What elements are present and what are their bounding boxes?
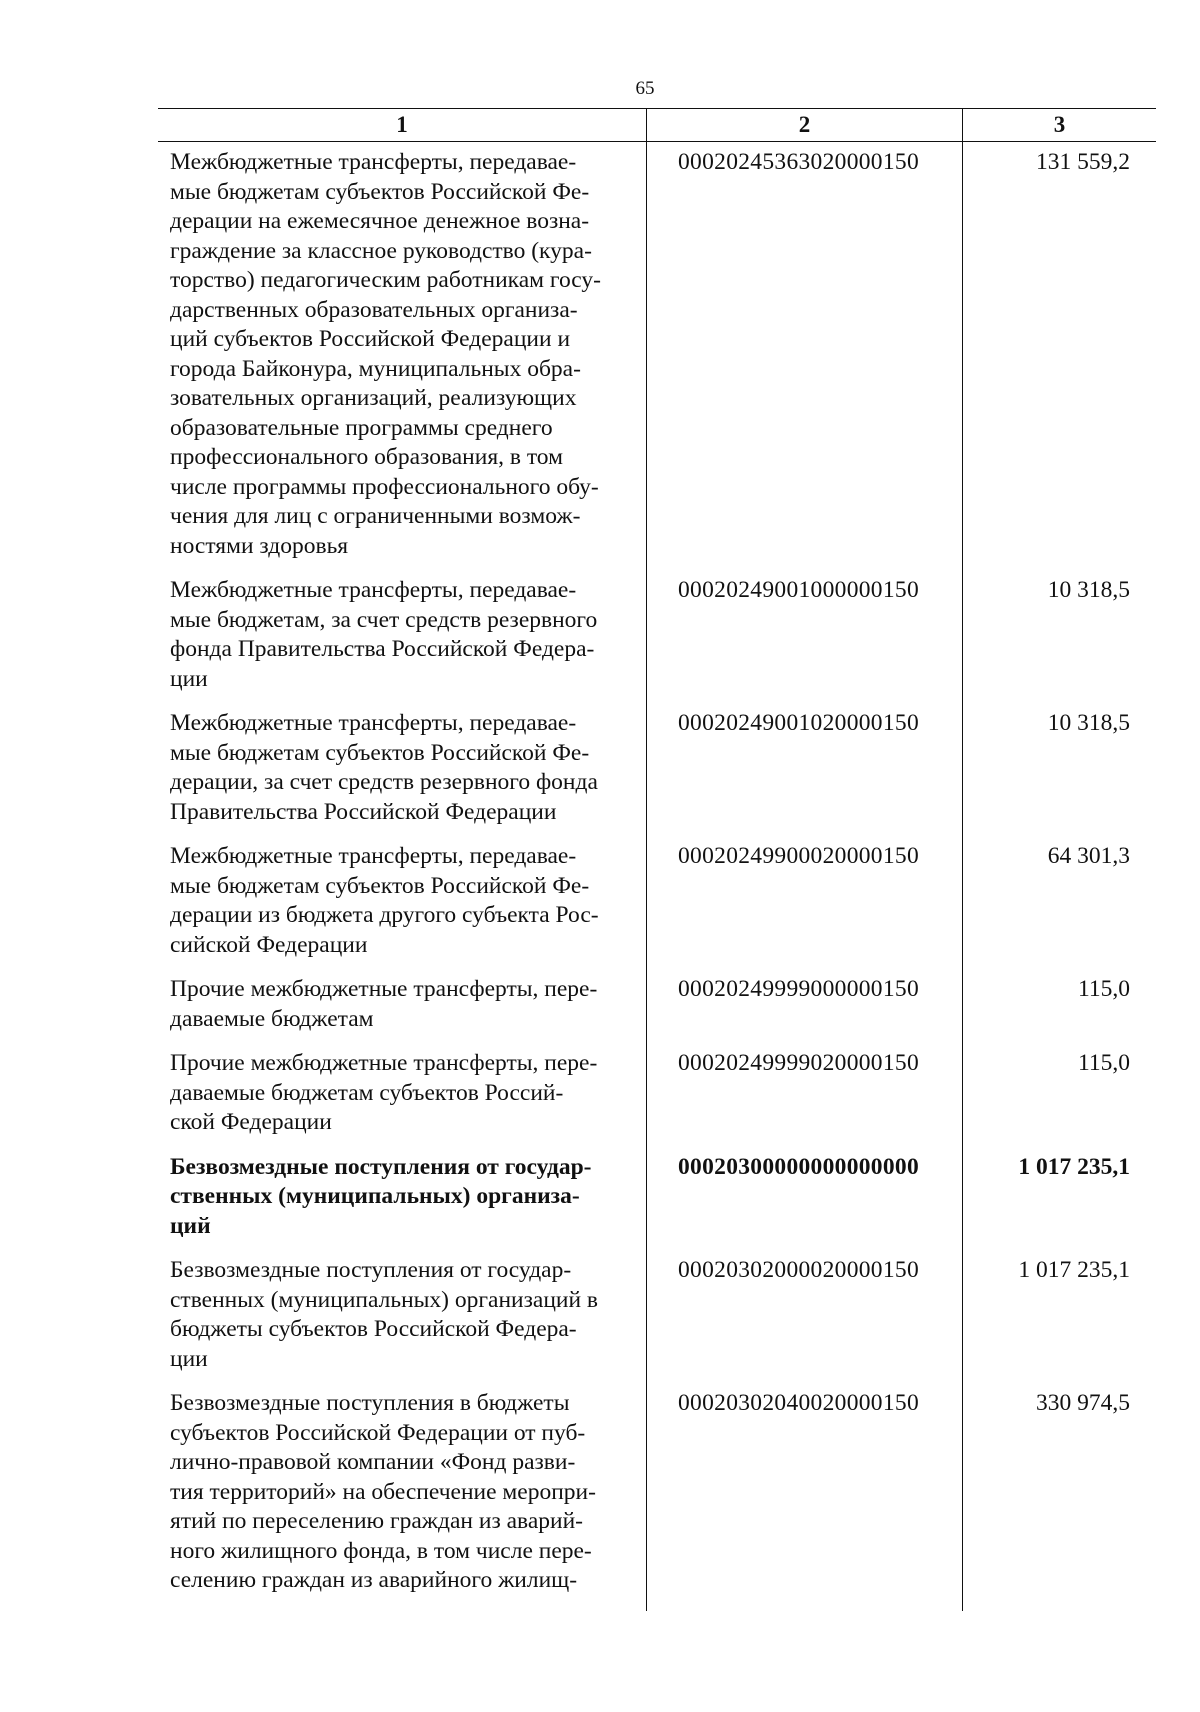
- description-line: даваемые бюджетам субъектов Россий-: [170, 1079, 564, 1106]
- row-description: [158, 576, 647, 709]
- description-line: субъектов Российской Федерации от пуб-: [170, 1419, 586, 1446]
- column-header-1: 1: [158, 109, 647, 142]
- description-line: ций субъектов Российской Федерации и: [170, 326, 571, 352]
- row-code: 00020249001000000150: [647, 576, 963, 709]
- row-amount: 10 318,5: [1047, 577, 1130, 603]
- description-line: селению граждан из аварийного жилищ-: [170, 1567, 578, 1593]
- description-line: сийской Федерации: [170, 931, 368, 958]
- row-description: [158, 1049, 647, 1153]
- description-line: Межбюджетные трансферты, передавае-: [170, 149, 577, 175]
- description-line: числе программы профессионального обу-: [170, 473, 599, 500]
- table-body: [158, 142, 1156, 1611]
- row-code: 00020249001020000150: [647, 709, 963, 842]
- row-amount: 330 974,5: [1036, 1390, 1130, 1416]
- row-amount: 1 017 235,1: [1018, 1153, 1130, 1180]
- row-code: 00020249999020000150: [647, 1049, 963, 1153]
- table-header-row: [158, 109, 1156, 142]
- row-description: [158, 975, 647, 1049]
- table-row: [158, 709, 1156, 842]
- table-row: [158, 1153, 1156, 1257]
- row-code: 00020245363020000150: [647, 142, 963, 577]
- description-line: чения для лиц с ограниченными возмож-: [170, 503, 581, 529]
- description-line: мые бюджетам, за счет средств резервного: [170, 606, 598, 633]
- row-description: [158, 1153, 647, 1257]
- column-header-3: 3: [963, 109, 1157, 142]
- description-line: торство) педагогическим работникам госу-: [170, 267, 601, 293]
- description-line: образовательные программы среднего: [170, 414, 553, 441]
- description-line: дарственных образовательных организа-: [170, 296, 578, 323]
- description-line: мые бюджетам субъектов Российской Фе-: [170, 872, 590, 899]
- description-line: Межбюджетные трансферты, передавае-: [170, 710, 577, 736]
- description-line: граждение за классное руководство (кура-: [170, 237, 592, 264]
- row-description: [158, 1256, 647, 1389]
- budget-table: [158, 108, 1156, 1611]
- table-row: [158, 576, 1156, 709]
- table-row: [158, 842, 1156, 975]
- description-line: даваемые бюджетам: [170, 1005, 374, 1032]
- page-number: 65: [635, 78, 655, 99]
- description-line: мые бюджетам субъектов Российской Фе-: [170, 178, 590, 205]
- row-code: 00020300000000000000: [647, 1153, 963, 1257]
- row-code: 00020249900020000150: [647, 842, 963, 975]
- row-amount: 115,0: [1077, 976, 1130, 1002]
- row-amount: 131 559,2: [1036, 149, 1130, 175]
- description-line: ской Федерации: [170, 1109, 332, 1135]
- description-line: города Байконура, муниципальных обра-: [170, 355, 581, 382]
- table-row: [158, 1049, 1156, 1153]
- description-line: фонда Правительства Российской Федера-: [170, 636, 595, 662]
- row-description: [158, 1389, 647, 1611]
- table-row: [158, 1389, 1156, 1611]
- description-line: ственных (муниципальных) организа-: [170, 1183, 580, 1209]
- description-line: мые бюджетам субъектов Российской Фе-: [170, 739, 590, 766]
- row-amount: 64 301,3: [1047, 843, 1130, 869]
- description-line: Правительства Российской Федерации: [170, 798, 557, 825]
- description-line: Межбюджетные трансферты, передавае-: [170, 843, 577, 869]
- description-line: ции: [170, 1345, 208, 1372]
- description-line: ственных (муниципальных) организаций в: [170, 1286, 599, 1313]
- column-header-2: 2: [647, 109, 963, 142]
- description-line: Межбюджетные трансферты, передавае-: [170, 577, 577, 603]
- table-row: [158, 142, 1156, 577]
- description-line: бюджеты субъектов Российской Федера-: [170, 1316, 577, 1342]
- table-row: [158, 1256, 1156, 1389]
- row-code: 00020302000020000150: [647, 1256, 963, 1389]
- description-line: дерации, за счет средств резервного фонда: [170, 769, 598, 795]
- description-line: Безвозмездные поступления от государ-: [170, 1257, 572, 1283]
- description-line: Прочие межбюджетные трансферты, пере-: [170, 1050, 598, 1076]
- description-line: ятий по переселению граждан из аварий-: [170, 1508, 583, 1534]
- row-description: [158, 709, 647, 842]
- row-amount: 1 017 235,1: [1018, 1257, 1130, 1283]
- description-line: Прочие межбюджетные трансферты, пере-: [170, 976, 598, 1002]
- description-line: ностями здоровья: [170, 532, 349, 559]
- row-amount: 10 318,5: [1047, 710, 1130, 736]
- description-line: ного жилищного фонда, в том числе пере-: [170, 1537, 592, 1564]
- description-line: дерации из бюджета другого субъекта Рос-: [170, 902, 599, 928]
- description-line: Безвозмездные поступления от государ-: [170, 1153, 592, 1180]
- row-code: 00020302040020000150: [647, 1389, 963, 1611]
- description-line: профессионального образования, в том: [170, 444, 563, 470]
- row-description: [158, 142, 647, 577]
- description-line: дерации на ежемесячное денежное возна-: [170, 208, 590, 234]
- row-code: 00020249999000000150: [647, 975, 963, 1049]
- description-line: тия территорий» на обеспечение меропри-: [170, 1478, 596, 1505]
- description-line: ций: [170, 1212, 211, 1239]
- description-line: лично-правовой компании «Фонд разви-: [170, 1449, 576, 1475]
- description-line: Безвозмездные поступления в бюджеты: [170, 1390, 570, 1416]
- row-description: [158, 842, 647, 975]
- table-row: [158, 975, 1156, 1049]
- description-line: ции: [170, 665, 208, 692]
- description-line: зовательных организаций, реализующих: [170, 385, 577, 411]
- row-amount: 115,0: [1077, 1050, 1130, 1076]
